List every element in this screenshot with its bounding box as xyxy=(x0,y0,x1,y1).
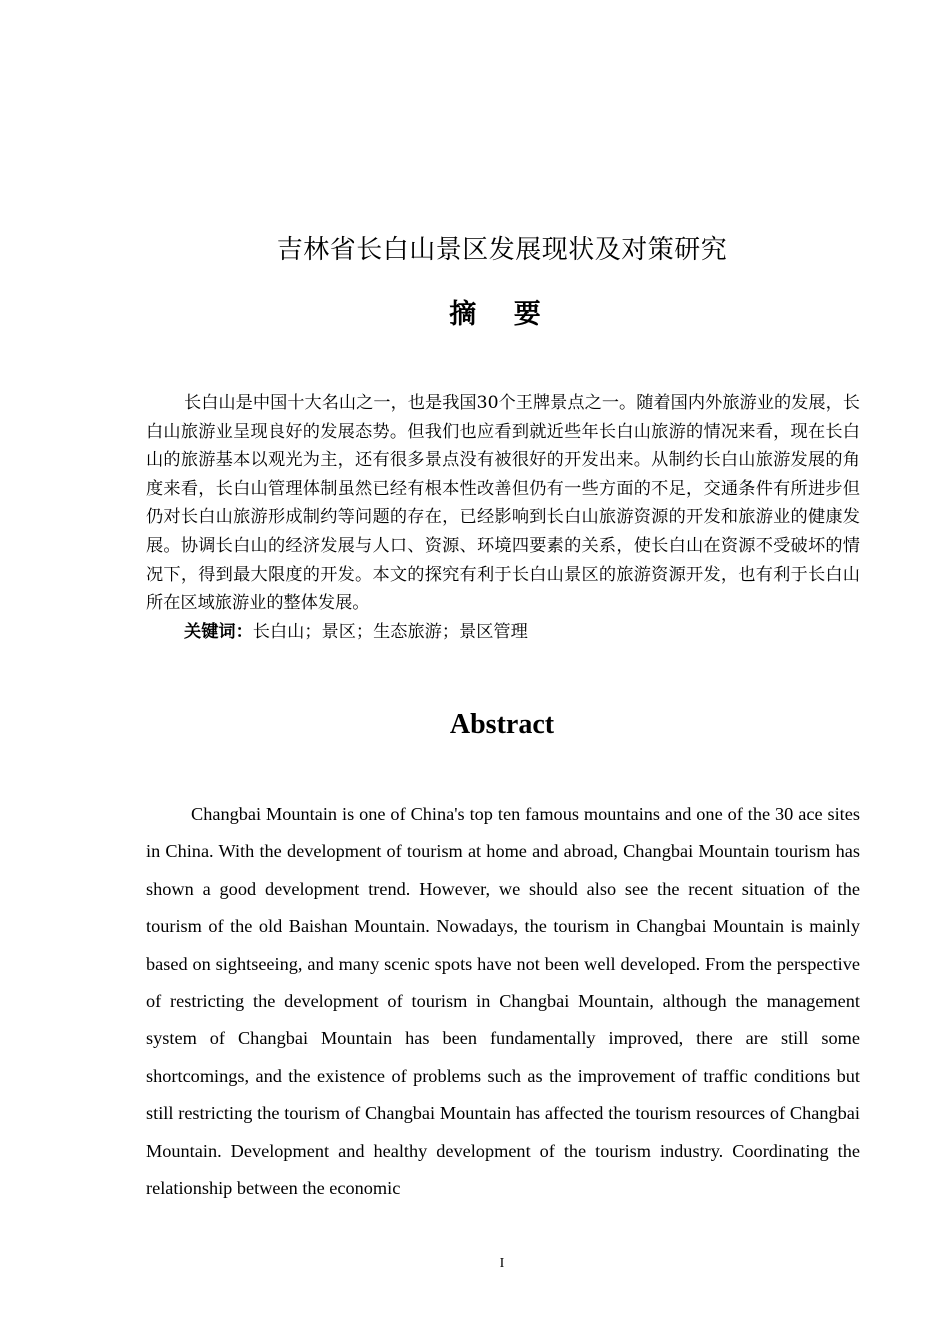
abstract-en-body: Changbai Mountain is one of China's top ten famous mountains and one of the 30 ace sites in China. With the development of tourism at home and abroad, Changbai Mountain tourism has shown a good development trend. However, we should also see the recent situation of the tourism of the old Baishan Mountain. Nowadays, the tourism in Changbai Mountain is mainly based on sightseeing, and many scenic spots have not been well developed. From the perspective of restricting the development of tourism in Changbai Mountain, although the management system of Changbai Mountain has been fundamentally improved, there are still some shortcomings, and the existence of problems such as the improvement of traffic conditions but still restricting the tourism of Changbai Mountain has affected the tourism resources of Changbai Mountain. Development and healthy development of the tourism industry. Coordinating the relationship between the economic xyxy=(146,804,860,1199)
keywords-value: 长白山；景区；生态旅游；景区管理 xyxy=(252,622,528,642)
document-title: 吉林省长白山景区发展现状及对策研究 xyxy=(276,235,728,265)
abstract-en-heading: Abstract xyxy=(449,709,555,740)
abstract-cn-heading: 摘 要 xyxy=(449,299,555,330)
abstract-cn-body: 长白山是中国十大名山之一，也是我国30个王牌景点之一。随着国内外旅游业的发展，长白山旅游业呈现良好的发展态势。但我们也应看到就近些年长白山旅游的情况来看，现在长白山的旅游基本以观光为主，还有很多景点没有被很好的开发出来。从制约长白山旅游发展的角度来看，长白山管理体制虽然已经有根本性改善但仍有一些方面的不足，交通条件有所进步但仍对长白山旅游形成制约等问题的存在，已经影响到长白山旅游资源的开发和旅游业的健康发展。协调长白山的经济发展与人口、资源、环境四要素的关系，使长白山在资源不受破坏的情况下，得到最大限度的开发。本文的探究有利于长白山景区的旅游资源开发，也有利于长白山所在区域旅游业的整体发展。 xyxy=(146,393,860,614)
page-number: I xyxy=(499,1256,505,1271)
keywords-label: 关键词： xyxy=(184,622,253,642)
keywords-line xyxy=(184,618,860,647)
